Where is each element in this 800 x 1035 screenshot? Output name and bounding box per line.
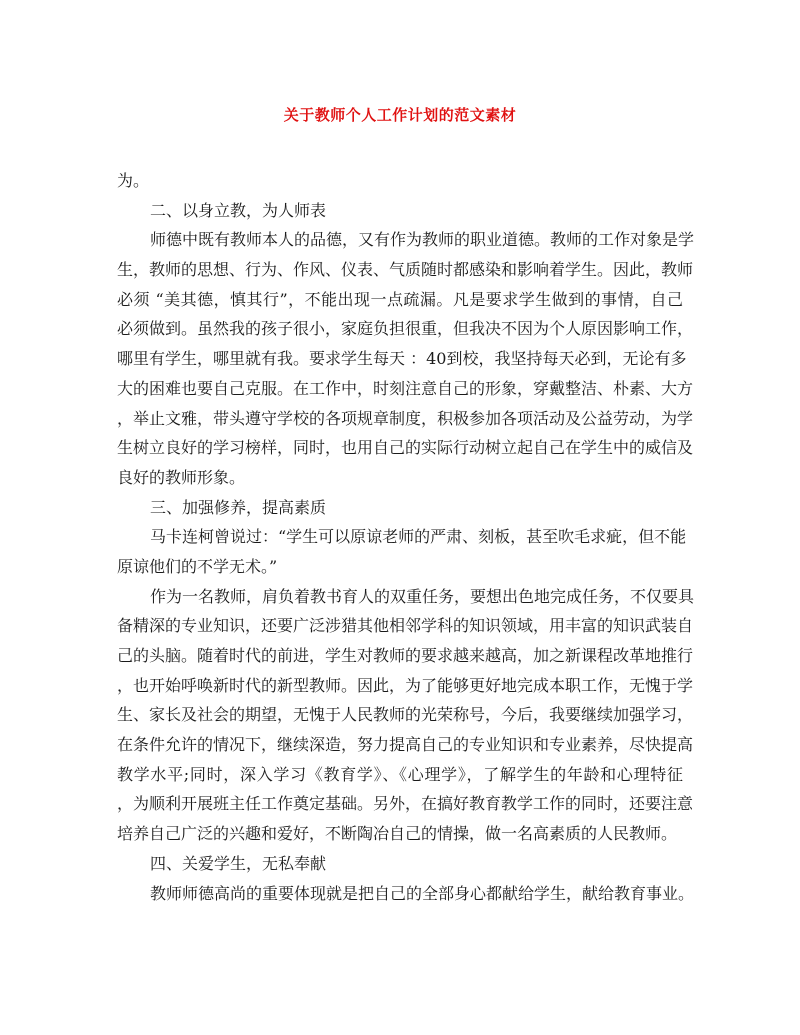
paragraph-line: 必须做到。虽然我的孩子很小，家庭负担很重，但我决不因为个人原因影响工作， [117,319,694,339]
paragraph-line: 在条件允许的情况下，继续深造，努力提高自己的专业知识和专业素养，尽快提高 [117,735,694,755]
paragraph-line: 备精深的专业知识，还要广泛涉猎其他相邻学科的知识领域，用丰富的知识武装自 [117,616,694,636]
page-title: 关于教师个人工作计划的范文素材 [283,106,517,124]
paragraph-line: ，为顺利开展班主任工作奠定基础。另外，在搞好教育教学工作的同时，还要注意 [117,794,694,814]
paragraph-line: ，举止文雅，带头遵守学校的各项规章制度，积极参加各项活动及公益劳动，为学 [117,408,694,428]
paragraph-line: 良好的教师形象。 [117,467,246,487]
paragraph-line: 马卡连柯曾说过：“学生可以原谅老师的严肃、刻板，甚至吹毛求疵，但不能 [150,527,687,547]
paragraph-line: 师德中既有教师本人的品德，又有作为教师的职业道德。教师的工作对象是学 [150,230,695,250]
paragraph-line: 大的困难也要自己克服。在工作中，时刻注意自己的形象，穿戴整洁、朴素、大方 [117,378,694,398]
paragraph-line: 生，教师的思想、行为、作风、仪表、气质随时都感染和影响着学生。因此，教师 [117,260,694,280]
paragraph-line: 培养自己广泛的兴趣和爱好，不断陶冶自己的情操，做一名高素质的人民教师。 [117,824,678,844]
paragraph-line: 必须 “美其德，慎其行”，不能出现一点疏漏。凡是要求学生做到的事情，自己 [117,289,683,309]
paragraph-line: 生、家长及社会的期望，无愧于人民教师的光荣称号，今后，我要继续加强学习， [117,705,694,725]
paragraph-line: 己的头脑。随着时代的前进，学生对教师的要求越来越高，加之新课程改革地推行 [117,646,694,665]
section-heading: 三、加强修养，提高素质 [150,497,327,517]
paragraph-line: 教师师德高尚的重要体现就是把自己的全部身心都献给学生，献给教育事业。 [150,883,695,903]
section-heading: 四、关爱学生，无私奉献 [150,853,327,873]
paragraph-line: 生树立良好的学习榜样，同时，也用自己的实际行动树立起自己在学生中的威信及 [117,438,694,458]
section-heading: 二、以身立教，为人师表 [150,200,327,220]
paragraph-line: 作为一名教师，肩负着教书育人的双重任务，要想出色地完成任务，不仅要具 [150,586,695,606]
paragraph-line: 为。 [117,171,150,190]
paragraph-line: ，也开始呼唤新时代的新型教师。因此，为了能够更好地完成本职工作，无愧于学 [117,675,694,695]
document-body [117,166,695,908]
paragraph-line: 哪里有学生，哪里就有我。要求学生每天 ：40到校，我坚持每天必到，无论有多 [117,349,687,369]
paragraph-line: 教学水平;同时，深入学习《教育学》、《心理学》，了解学生的年龄和心理特征 [117,764,683,784]
paragraph-line: 原谅他们的不学无术。” [117,556,278,576]
